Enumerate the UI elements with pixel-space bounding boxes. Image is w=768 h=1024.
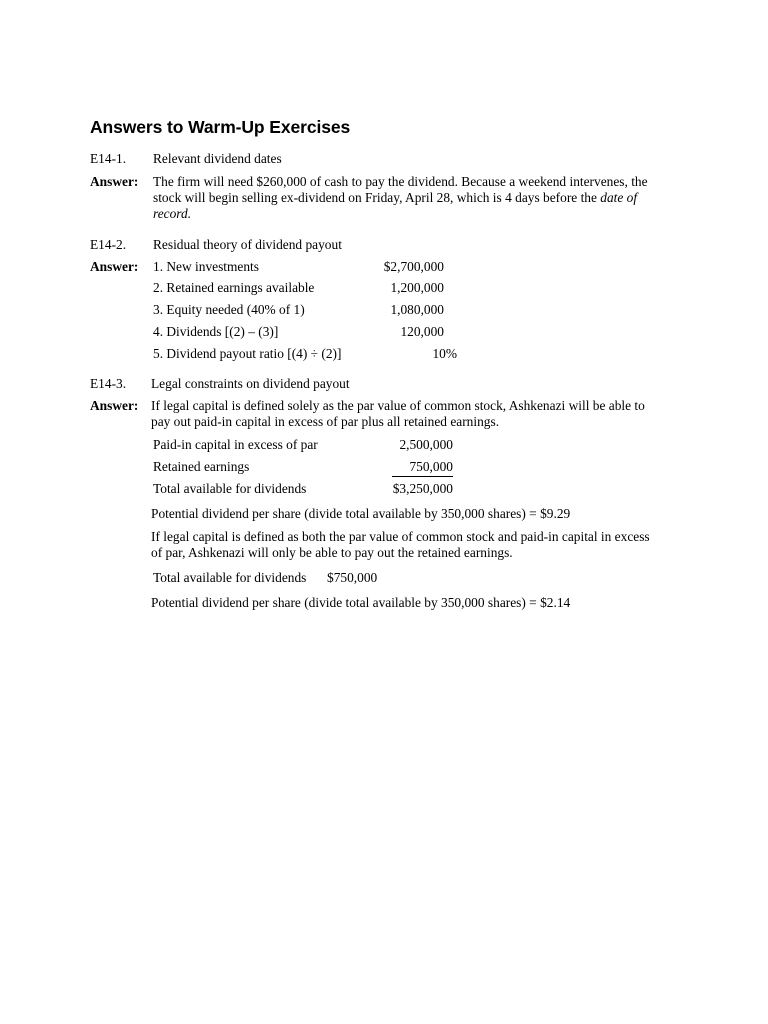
list-item-value: 1,200,000 <box>390 280 444 295</box>
exercise-number: E14-2. <box>90 237 127 252</box>
table-row-value: 2,500,000 <box>399 437 453 452</box>
answer-label: Answer: <box>90 174 139 189</box>
subtotal-underline <box>392 476 453 477</box>
answer-text-line: The firm will need $260,000 of cash to pay the dividend. Because a weekend intervenes, the <box>153 174 648 189</box>
list-item-value: $2,700,000 <box>383 259 444 274</box>
emphasis-text: date of <box>600 190 638 205</box>
answer-text-line <box>153 190 637 206</box>
total-label: Total available for dividends <box>153 570 307 585</box>
total-value: $750,000 <box>327 570 378 585</box>
table-row-label: Total available for dividends <box>153 481 307 496</box>
emphasis-text: record. <box>153 206 192 221</box>
list-item-value: 120,000 <box>400 324 444 339</box>
exercise-topic: Residual theory of dividend payout <box>153 237 342 252</box>
table-row-label: Retained earnings <box>153 459 250 474</box>
list-item-label: 2. Retained earnings available <box>153 280 315 295</box>
table-row-label: Paid-in capital in excess of par <box>153 437 318 452</box>
answer-text-span: stock will begin selling ex-dividend on Friday, April 28, which is 4 days before the <box>153 190 601 205</box>
result-line: Potential dividend per share (divide total available by 350,000 shares) = $9.29 <box>151 506 571 521</box>
list-item-label: 5. Dividend payout ratio [(4) ÷ (2)] <box>153 346 342 361</box>
exercise-number: E14-3. <box>90 376 127 391</box>
answer-text-line: If legal capital is defined solely as the par value of common stock, Ashkenazi will be able to <box>151 398 645 413</box>
list-item-value: 10% <box>432 346 457 361</box>
page-title: Answers to Warm-Up Exercises <box>90 117 351 137</box>
answer-text-line: If legal capital is defined as both the par value of common stock and paid-in capital in excess <box>151 529 650 544</box>
table-row-value: $3,250,000 <box>392 481 453 496</box>
list-item-label: 3. Equity needed (40% of 1) <box>153 302 305 317</box>
exercise-topic: Relevant dividend dates <box>153 151 282 166</box>
list-item-label: 1. New investments <box>153 259 259 274</box>
table-row-value: 750,000 <box>409 459 453 474</box>
list-item-value: 1,080,000 <box>390 302 444 317</box>
exercise-topic: Legal constraints on dividend payout <box>151 376 350 391</box>
answer-label: Answer: <box>90 259 139 274</box>
exercise-number: E14-1. <box>90 151 127 166</box>
answer-text-line: pay out paid-in capital in excess of par plus all retained earnings. <box>151 414 500 429</box>
result-line: Potential dividend per share (divide total available by 350,000 shares) = $2.14 <box>151 595 571 610</box>
answer-label: Answer: <box>90 398 139 413</box>
answer-text-line: of par, Ashkenazi will only be able to pay out the retained earnings. <box>151 545 513 560</box>
list-item-label: 4. Dividends [(2) – (3)] <box>153 324 279 339</box>
